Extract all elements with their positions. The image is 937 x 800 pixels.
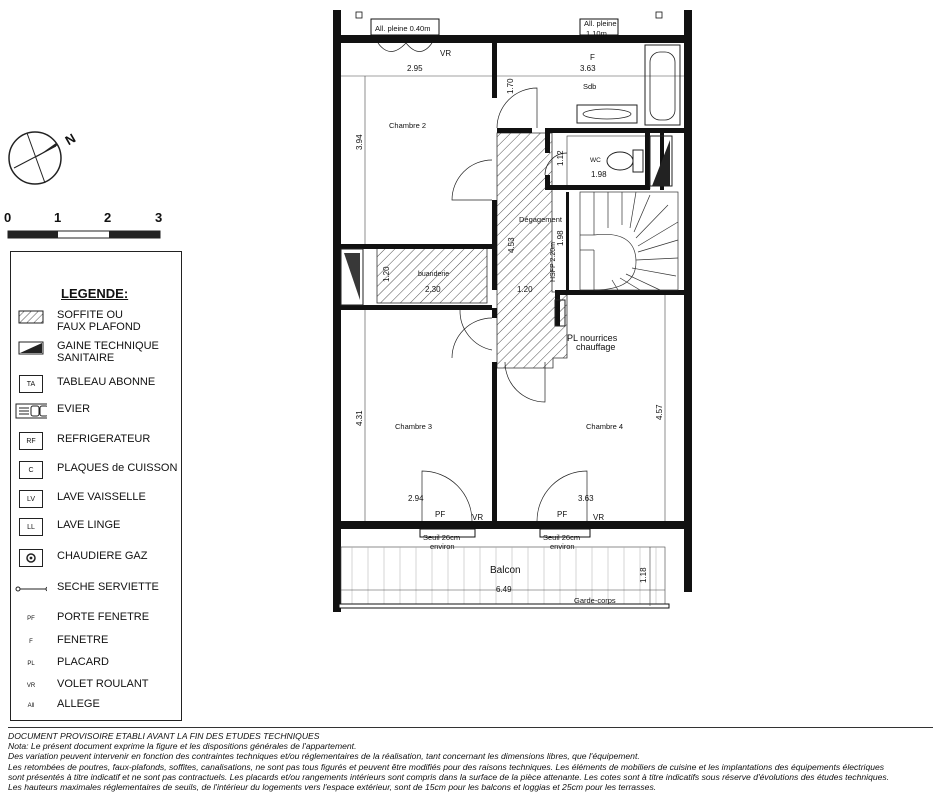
- dimension: 1.98: [556, 230, 565, 246]
- scale-tick: 3: [155, 210, 163, 225]
- scale-tick: 1: [54, 210, 62, 225]
- legend-label: SOFFITE OU FAUX PLAFOND: [57, 309, 141, 333]
- compass-icon: [9, 130, 78, 184]
- legend-symbol: VR: [26, 683, 36, 689]
- legend-symbol: LL: [19, 518, 43, 536]
- legend-label: CHAUDIERE GAZ: [57, 550, 148, 562]
- legend-label: LAVE LINGE: [57, 519, 121, 531]
- note-line: sont présentés à titre indicatif et ne sont pas contractuels. Les placards et/ou rangements intérieurs sont compris dans la surface de la pièce attenante. Les cotes sont à titre indicatifs sous réserve d'évolutions des études techniques.: [8, 771, 890, 782]
- scale-tick: 2: [104, 210, 112, 225]
- threshold-label: Seuil 26cm: [543, 533, 581, 542]
- legend-label: GAINE TECHNIQUE SANITAIRE: [57, 340, 159, 364]
- legend-title: LEGENDE:: [61, 286, 129, 301]
- bathtub-icon: [645, 45, 680, 125]
- room-label: Dégagement: [519, 215, 562, 224]
- note-line: Des variation peuvent intervenir en fonction des contraintes techniques et/ou réglementaires de la réalisation, tant concernant les dimensions libres, que l'équipement.: [8, 751, 640, 762]
- dimension: 2.95: [407, 64, 423, 73]
- dimension: 1.18: [639, 567, 648, 583]
- legend-item: [11, 461, 183, 485]
- vr-label: VR: [472, 513, 484, 522]
- pf-label: PF: [435, 510, 446, 519]
- legend-item: [11, 402, 183, 426]
- railing-label: Garde-corps: [574, 596, 616, 605]
- note-line: Les retombées de poutres, faux-plafonds, soffites, canalisations, ne sont pas tous figurés et peuvent être modifiés pour des raisons techniques. Les éléments de mobiliers de cuisine et les implantations des équipements électriques: [8, 761, 885, 772]
- shaft-icon: [344, 253, 360, 300]
- scale-bar: [4, 210, 162, 238]
- threshold-label: environ: [430, 542, 455, 551]
- svg-text:All. pleine 0.40m: All. pleine 0.40m: [375, 24, 431, 33]
- window-swing: [378, 43, 432, 52]
- legend-item: [11, 697, 183, 721]
- note-line: Nota: Le présent document exprime la figure et les dispositions générales de l'appartement.: [8, 741, 357, 752]
- dimension: 2.30: [425, 285, 441, 294]
- dimension: 1.70: [506, 78, 515, 94]
- shaft-swatch-icon: [15, 339, 47, 357]
- dimension: 1.12: [556, 150, 565, 166]
- legend-item: [11, 375, 183, 399]
- room-label: WC: [590, 157, 601, 164]
- legend-symbol: RF: [19, 432, 43, 450]
- legend-panel: [10, 251, 182, 721]
- room-label: buanderie: [418, 271, 450, 278]
- dimension: 1.20: [517, 285, 533, 294]
- scale-tick: 0: [4, 210, 12, 225]
- legend-item: [11, 633, 183, 657]
- hsfp-label: HSFP 2.20m: [550, 242, 557, 282]
- legend-symbol: LV: [19, 490, 43, 508]
- legend-label: REFRIGERATEUR: [57, 433, 151, 445]
- placard-label: chauffage: [576, 342, 616, 352]
- legend-item: [11, 339, 183, 363]
- north-label: N: [62, 130, 79, 149]
- room-label: Balcon: [490, 565, 521, 576]
- dimension: 3.63: [580, 64, 596, 73]
- legend-symbol: PF: [27, 616, 35, 622]
- balcony: [339, 547, 669, 608]
- dimension: 3.63: [578, 494, 594, 503]
- legend-label: SECHE SERVIETTE: [57, 581, 159, 593]
- dimension: 1.20: [382, 266, 391, 282]
- legend-label: VOLET ROULANT: [57, 678, 149, 690]
- legend-item: [11, 490, 183, 514]
- legend-label: PLAQUES de CUISSON: [57, 462, 178, 474]
- pf-label: PF: [557, 510, 568, 519]
- note-line: DOCUMENT PROVISOIRE ETABLI AVANT LA FIN DES ETUDES TECHNIQUES: [8, 731, 320, 741]
- dimension: 4.53: [507, 237, 516, 253]
- dimension: 6.49: [496, 585, 512, 594]
- towel-dryer-swatch-icon: [15, 580, 47, 598]
- legend-label: TABLEAU ABONNE: [57, 376, 156, 388]
- room-label: Sdb: [583, 82, 597, 91]
- legend-symbol: All: [27, 703, 35, 709]
- boiler-swatch-icon: [19, 549, 43, 567]
- legend-item: [11, 549, 183, 573]
- legend-item: [11, 518, 183, 542]
- legend-item: [11, 655, 183, 679]
- legend-label: PLACARD: [57, 656, 109, 668]
- note-line: Les hauteurs maximales réglementaires de seuils, de l'intérieur du logements vers l'espace extérieur, sont de 15cm pour les balcons et loggias et 25cm pour les terrasses.: [8, 782, 657, 793]
- legend-item: [11, 580, 183, 604]
- legend-symbol: C: [19, 461, 43, 479]
- legend-item: [11, 308, 183, 332]
- dimension: 2.94: [408, 494, 424, 503]
- vr-label: VR: [593, 513, 605, 522]
- svg-text:All. pleine: All. pleine: [584, 19, 617, 28]
- legend-label: EVIER: [57, 403, 91, 415]
- f-label: F: [590, 53, 595, 62]
- window-top-right: [580, 12, 662, 38]
- legend-label: ALLEGE: [57, 698, 100, 710]
- legend-label: PORTE FENETRE: [57, 611, 150, 623]
- dimension: 4.57: [655, 404, 664, 420]
- legend-item: [11, 432, 183, 456]
- threshold-label: Seuil 26cm: [423, 533, 461, 542]
- placard-label: PL nourrices: [567, 333, 618, 343]
- svg-text:1.10m: 1.10m: [586, 29, 607, 38]
- sink-icon: [577, 105, 637, 123]
- dimension: 3.94: [355, 134, 364, 150]
- toilet-icon: [607, 150, 643, 172]
- legend-label: LAVE VAISSELLE: [57, 491, 146, 503]
- staircase: [580, 192, 678, 290]
- threshold-label: environ: [550, 542, 575, 551]
- room-label: Chambre 3: [395, 422, 433, 431]
- hatch-swatch-icon: [15, 308, 47, 326]
- disclaimer-notes: [8, 727, 933, 792]
- room-label: Chambre 2: [389, 121, 427, 130]
- legend-item: [11, 610, 183, 634]
- dimension: 4.31: [355, 410, 364, 426]
- legend-label: FENETRE: [57, 634, 109, 646]
- window-top-left: [356, 12, 439, 35]
- dimension: 1.98: [591, 170, 607, 179]
- sink-swatch-icon: [15, 402, 47, 420]
- legend-symbol: PL: [27, 661, 35, 667]
- legend-symbol: F: [29, 639, 33, 645]
- vr-label: VR: [440, 49, 452, 58]
- legend-symbol: TA: [19, 375, 43, 393]
- room-label: Chambre 4: [586, 422, 624, 431]
